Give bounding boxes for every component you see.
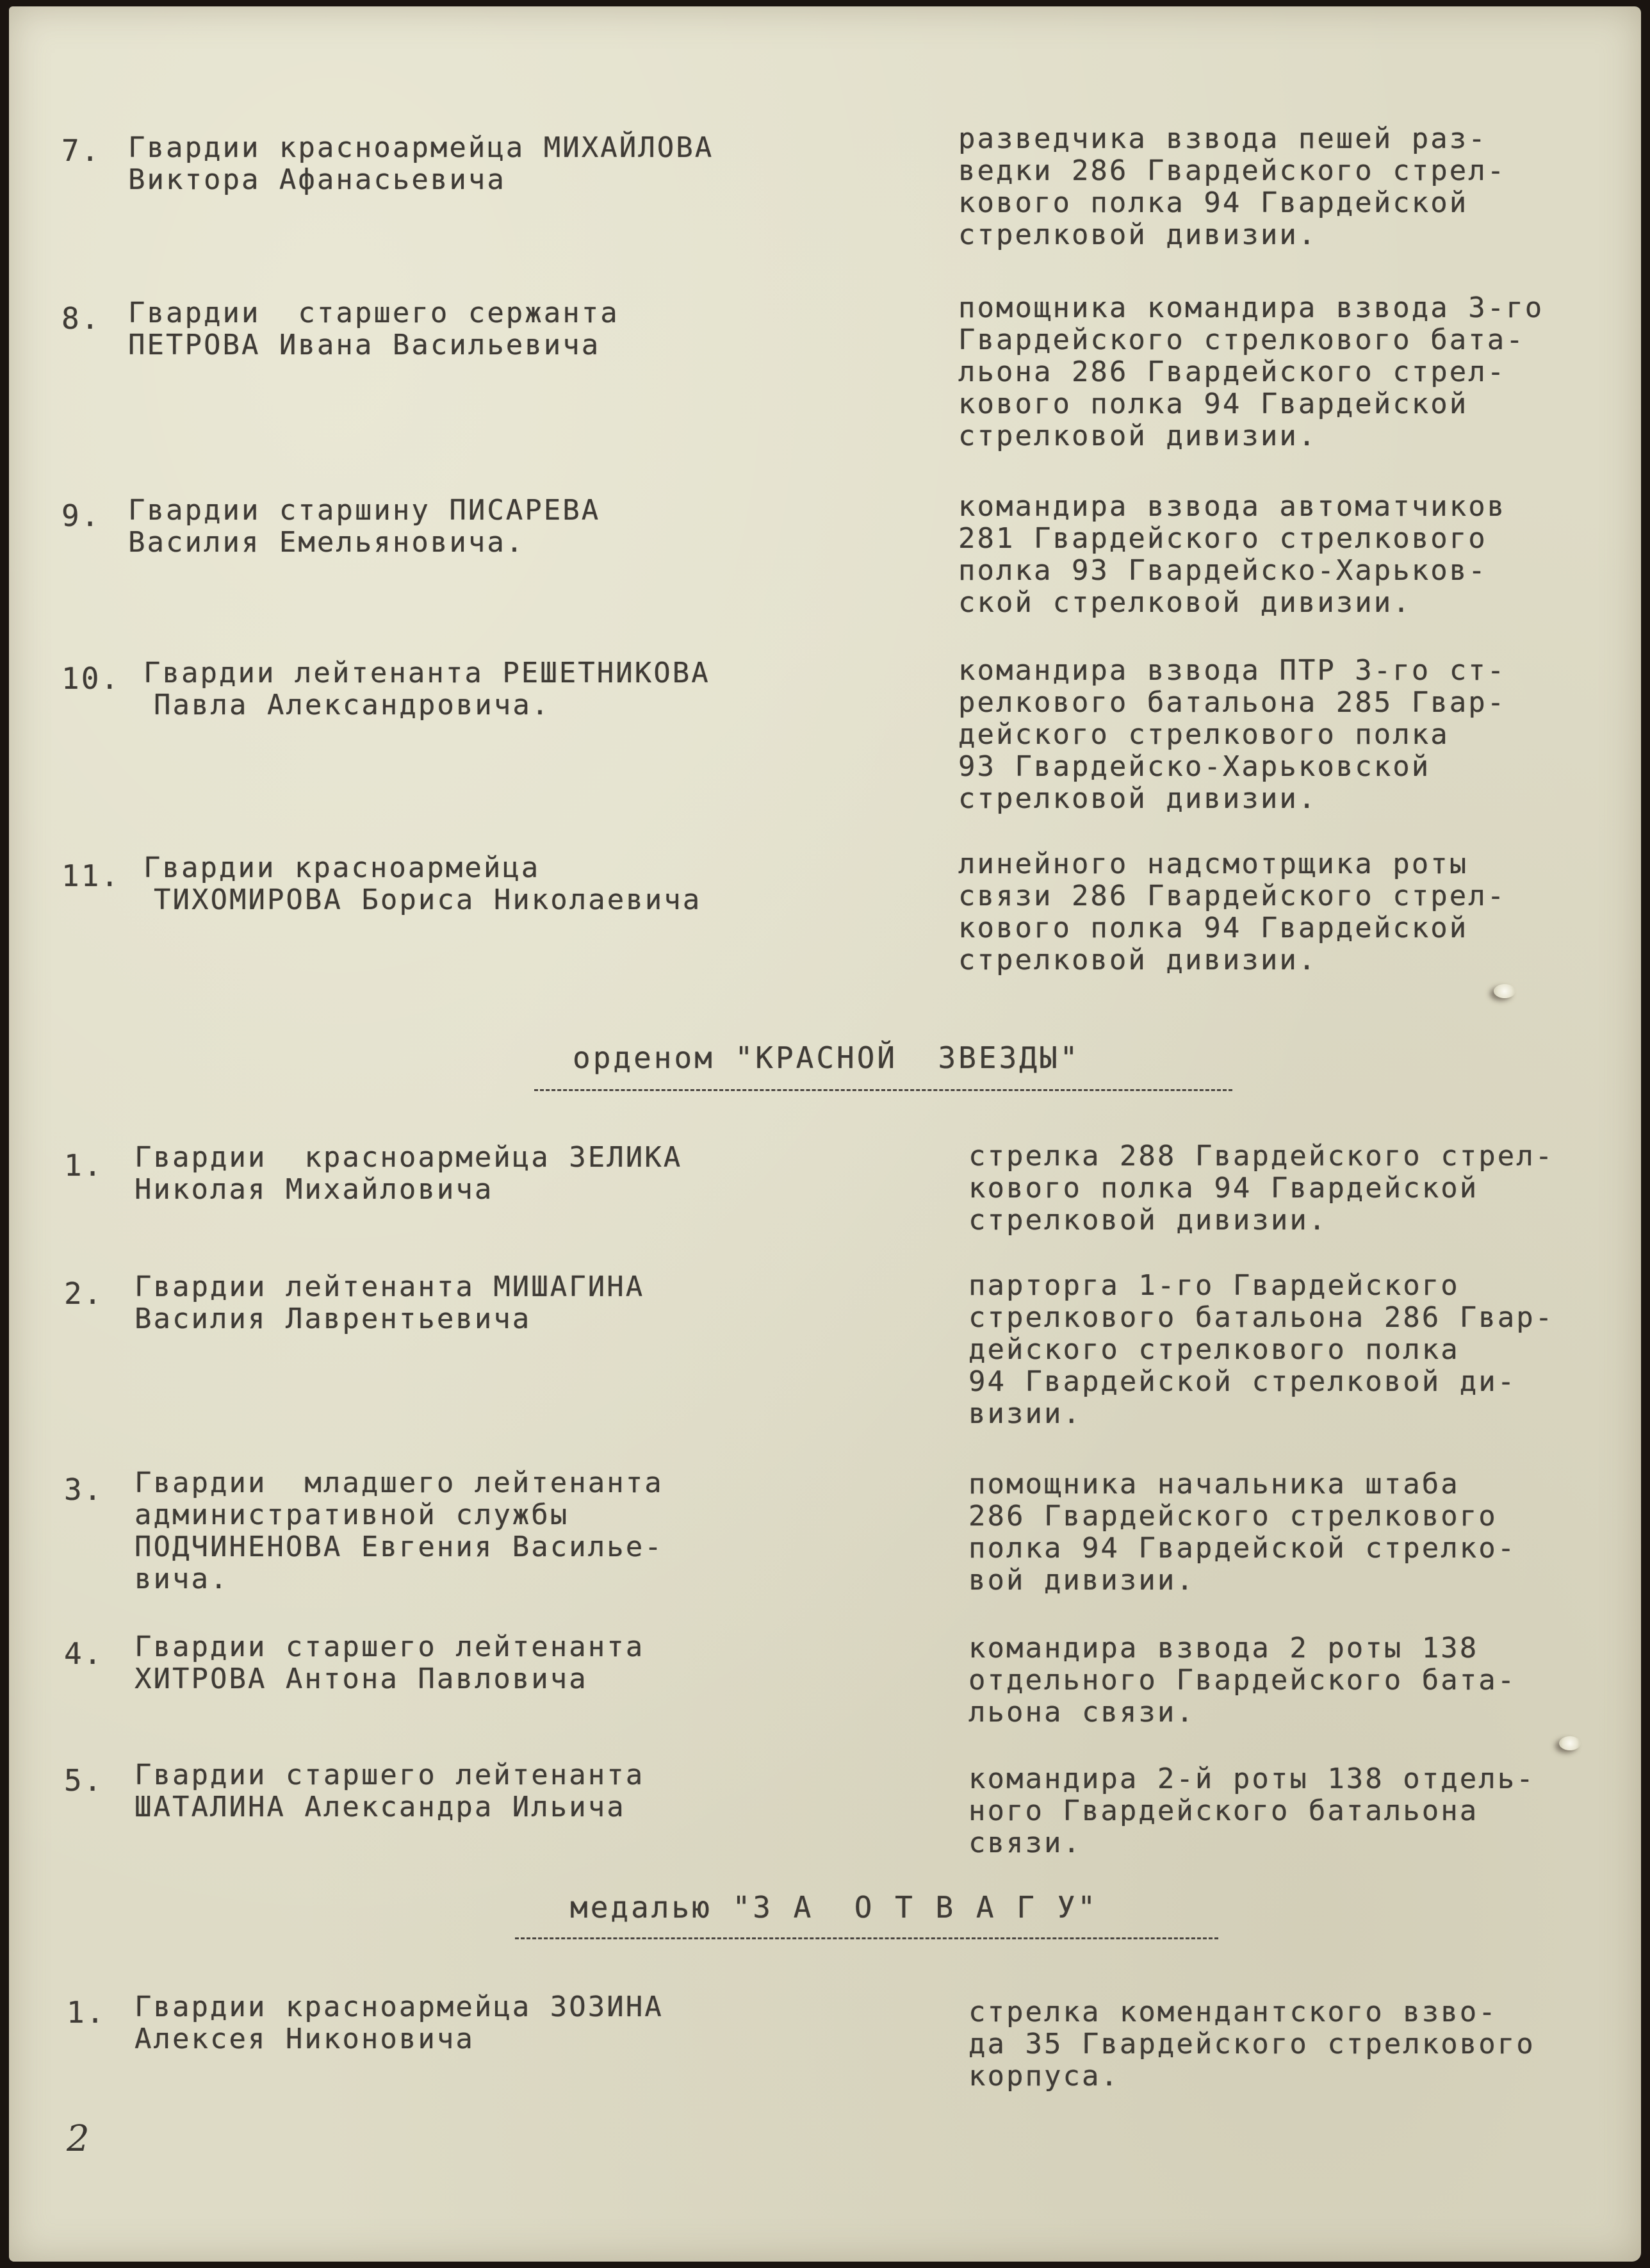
position-line: вой дивизии. xyxy=(968,1564,1195,1597)
entry-number: 8. xyxy=(61,301,101,336)
recipient-name-line: Алексея Никоновича xyxy=(135,2023,475,2055)
paper-hole xyxy=(1559,1736,1581,1750)
section-heading-medal: медалью "З А О Т В А Г У" xyxy=(570,1890,1099,1925)
position-line: ного Гвардейского батальона xyxy=(968,1795,1479,1827)
position-line: стрелковой дивизии. xyxy=(968,1204,1328,1237)
handwritten-page-mark: 2 xyxy=(67,2118,90,2160)
recipient-name-line: Василия Лаврентьевича xyxy=(135,1302,532,1335)
position-line: полка 93 Гвардейско-Харьков- xyxy=(958,554,1487,587)
position-line: стрелка 288 Гвардейского стрел- xyxy=(968,1140,1555,1172)
position-line: помощника командира взвода 3-го xyxy=(958,292,1544,324)
position-line: стрелковой дивизии. xyxy=(958,420,1318,452)
recipient-name-line: ПЕТРОВА Ивана Васильевича xyxy=(128,329,601,361)
position-line: дейского стрелкового полка xyxy=(958,718,1450,751)
position-line: ведки 286 Гвардейского стрел- xyxy=(958,154,1507,187)
recipient-name-line: вича. xyxy=(135,1563,229,1595)
position-line: полка 94 Гвардейской стрелко- xyxy=(968,1532,1517,1565)
position-line: кового полка 94 Гвардейской xyxy=(968,1172,1479,1204)
recipient-name-line: Гвардии младшего лейтенанта xyxy=(135,1467,664,1499)
position-line: визии. xyxy=(968,1397,1082,1430)
position-line: корпуса. xyxy=(968,2060,1120,2092)
entry-number: 1. xyxy=(64,1148,104,1183)
recipient-name-line: ТИХОМИРОВА Бориса Николаевича xyxy=(154,883,702,916)
position-line: релкового батальона 285 Гвар- xyxy=(958,686,1507,719)
recipient-name-line: Николая Михайловича xyxy=(135,1173,494,1206)
position-line: льона 286 Гвардейского стрел- xyxy=(958,356,1507,388)
position-line: командира взвода 2 роты 138 xyxy=(968,1632,1479,1664)
heading-underline xyxy=(515,1937,1218,1939)
recipient-name-line: Гвардии старшего лейтенанта xyxy=(135,1759,645,1791)
recipient-name-line: Гвардии старшего лейтенанта xyxy=(135,1631,645,1663)
entry-number: 10. xyxy=(61,661,121,696)
position-line: льона связи. xyxy=(968,1696,1195,1729)
position-line: парторга 1-го Гвардейского xyxy=(968,1269,1460,1302)
position-line: помощника начальника штаба xyxy=(968,1468,1460,1500)
entry-number: 7. xyxy=(61,133,101,168)
recipient-name-line: Гвардии старшего сержанта xyxy=(128,297,619,329)
entry-number: 1. xyxy=(67,1995,106,2030)
position-line: 281 Гвардейского стрелкового xyxy=(958,522,1487,555)
position-line: кового полка 94 Гвардейской xyxy=(958,388,1469,420)
recipient-name-line: Гвардии красноармейца xyxy=(143,851,541,884)
position-line: командира взвода ПТР 3-го ст- xyxy=(958,654,1507,687)
position-line: командира 2-й роты 138 отдель- xyxy=(968,1763,1535,1795)
recipient-name-line: административной службы xyxy=(135,1499,569,1531)
position-line: стрелка комендантского взво- xyxy=(968,1996,1498,2028)
position-line: командира взвода автоматчиков xyxy=(958,490,1507,523)
entry-number: 9. xyxy=(61,498,101,533)
recipient-name-line: Гвардии лейтенанта РЕШЕТНИКОВА xyxy=(143,657,710,689)
document-page xyxy=(9,6,1641,2262)
position-line: да 35 Гвардейского стрелкового xyxy=(968,2028,1535,2060)
section-heading-red-star: орденом "КРАСНОЙ ЗВЕЗДЫ" xyxy=(573,1040,1081,1075)
paper-hole xyxy=(1494,984,1515,998)
entry-number: 2. xyxy=(64,1276,104,1311)
position-line: ской стрелковой дивизии. xyxy=(958,586,1412,619)
entry-number: 3. xyxy=(64,1472,104,1507)
position-line: 94 Гвардейской стрелковой ди- xyxy=(968,1365,1517,1398)
recipient-name-line: Василия Емельяновича. xyxy=(128,526,525,559)
position-line: связи 286 Гвардейского стрел- xyxy=(958,880,1507,912)
recipient-name-line: Павла Александровича. xyxy=(154,689,551,721)
position-line: стрелкового батальона 286 Гвар- xyxy=(968,1301,1555,1334)
entry-number: 4. xyxy=(64,1636,104,1671)
recipient-name-line: Виктора Афанасьевича xyxy=(128,163,506,196)
position-line: линейного надсмотрщика роты xyxy=(958,848,1469,880)
recipient-name-line: Гвардии красноармейца ЗОЗИНА xyxy=(135,1991,664,2023)
entry-number: 5. xyxy=(64,1763,104,1798)
position-line: 93 Гвардейско-Харьковской xyxy=(958,750,1431,783)
position-line: связи. xyxy=(968,1827,1082,1859)
position-line: разведчика взвода пешей раз- xyxy=(958,122,1487,155)
recipient-name-line: ХИТРОВА Антона Павловича xyxy=(135,1663,588,1695)
position-line: стрелковой дивизии. xyxy=(958,944,1318,976)
position-line: 286 Гвардейского стрелкового xyxy=(968,1500,1498,1533)
heading-underline xyxy=(534,1089,1232,1091)
position-line: Гвардейского стрелкового бата- xyxy=(958,324,1525,356)
entry-number: 11. xyxy=(61,859,121,893)
position-line: кового полка 94 Гвардейской xyxy=(958,912,1469,944)
recipient-name-line: Гвардии красноармейца МИХАЙЛОВА xyxy=(128,131,714,164)
position-line: кового полка 94 Гвардейской xyxy=(958,186,1469,219)
position-line: стрелковой дивизии. xyxy=(958,218,1318,251)
position-line: дейского стрелкового полка xyxy=(968,1333,1460,1366)
recipient-name-line: Гвардии красноармейца ЗЕЛИКА xyxy=(135,1141,683,1174)
recipient-name-line: Гвардии лейтенанта МИШАГИНА xyxy=(135,1270,645,1303)
recipient-name-line: ШАТАЛИНА Александра Ильича xyxy=(135,1791,626,1823)
position-line: отдельного Гвардейского бата- xyxy=(968,1664,1517,1697)
recipient-name-line: ПОДЧИНЕНОВА Евгения Василье- xyxy=(135,1531,664,1563)
position-line: стрелковой дивизии. xyxy=(958,782,1318,815)
recipient-name-line: Гвардии старшину ПИСАРЕВА xyxy=(128,494,601,527)
